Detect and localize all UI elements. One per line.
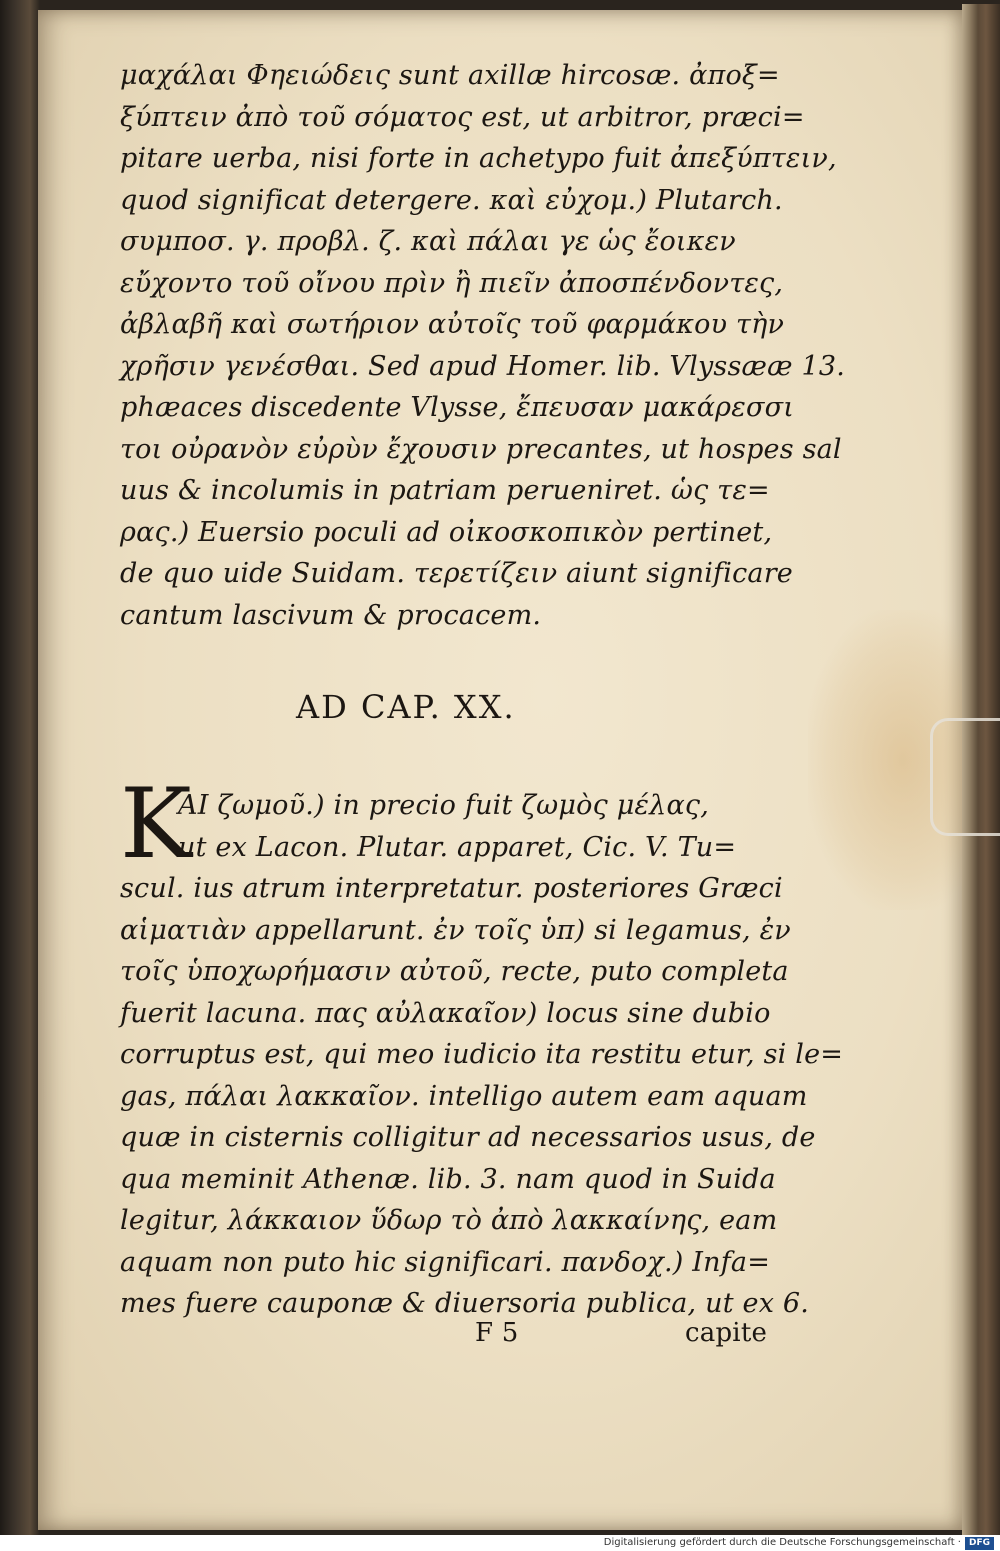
text-line: τοῖς ὑποχωρήμασιν αὐτοῦ, recte, puto completa — [120, 956, 789, 987]
text-line: εὔχοντο τοῦ οἴνου πρὶν ἢ πιεῖν ἀποσπένδοντες, — [120, 267, 784, 299]
dfg-logo: DFG — [965, 1537, 994, 1550]
chapter-heading: AD CAP. XX. — [296, 688, 516, 726]
text-line: χρῆσιν γενέσθαι. Sed apud Homer. lib. Vlyssææ 13. — [120, 350, 845, 382]
text-line: AI ζωμοῦ.) in precio fuit ζωμὸς μέλας, — [178, 790, 709, 821]
text-line: συμποσ. γ. προβλ. ζ. καὶ πάλαι γε ὡς ἔοικεν — [120, 226, 736, 257]
text-line: legitur, λάκκαιον ὕδωρ τὸ ἀπὸ λακκαίνης, eam — [120, 1205, 778, 1236]
text-line: ρας.) Euersio poculi ad οἰκοσκοπικὸν pertinet, — [120, 516, 773, 548]
drop-capital: K — [120, 768, 192, 880]
text-line: ἀβλαβῆ καὶ σωτήριον αὐτοῖς τοῦ φαρμάκου τὴν — [120, 309, 785, 340]
catchword: capite — [685, 1318, 768, 1348]
text-line: phæaces discedente Vlysse, ἔπευσαν μακάρεσσι — [120, 392, 794, 423]
text-line: quod significat detergere. καὶ εὐχομ.) Plutarch. — [120, 184, 783, 216]
text-line: qua meminit Athenæ. lib. 3. nam quod in Suida — [120, 1163, 776, 1195]
text-line: cantum lascivum & procacem. — [120, 599, 542, 631]
text-line: uus & incolumis in patriam perueniret. ὡς τε= — [120, 475, 770, 506]
text-line: scul. ius atrum interpretatur. posteriores Græci — [120, 873, 783, 904]
credit-text: Digitalisierung gefördert durch die Deutsche Forschungsgemeinschaft · — [603, 1537, 961, 1548]
text-line: τοι οὐρανὸν εὐρὺν ἔχουσιν precantes, ut hospes sal — [120, 433, 842, 465]
text-line: fuerit lacuna. πας αὐλακαῖον) locus sine dubio — [120, 997, 771, 1029]
digitization-credit-bar — [0, 1535, 1000, 1551]
text-line: ξύπτειν ἀπὸ τοῦ σόματος est, ut arbitror, præci= — [120, 101, 805, 133]
text-line: aquam non puto hic significari. πανδοχ.) Infa= — [120, 1246, 771, 1278]
text-line: αἱματιὰν appellarunt. ἐν τοῖς ὑπ) si legamus, ἐν — [120, 914, 791, 946]
page-clip — [930, 718, 1000, 836]
text-line: corruptus est, qui meo iudicio ita restitu etur, si le= — [120, 1039, 844, 1070]
text-line: μαχάλαι Φηειώδεις sunt axillæ hircosæ. ἀποξ= — [120, 60, 780, 91]
text-line: quæ in cisternis colligitur ad necessarios usus, de — [120, 1122, 816, 1153]
text-line: mes fuere cauponæ & diuersoria publica, ut ex 6. — [120, 1288, 810, 1319]
text-line: ut ex Lacon. Plutar. apparet, Cic. V. Tu= — [178, 831, 737, 863]
signature-mark: F 5 — [475, 1318, 519, 1348]
text-line: de quo uide Suidam. τερετίζειν aiunt significare — [120, 558, 793, 589]
text-line: gas, πάλαι λακκαῖον. intelligo autem eam aquam — [120, 1080, 808, 1112]
text-line: pitare uerba, nisi forte in achetypo fuit ἀπεξύπτειν, — [120, 143, 837, 174]
